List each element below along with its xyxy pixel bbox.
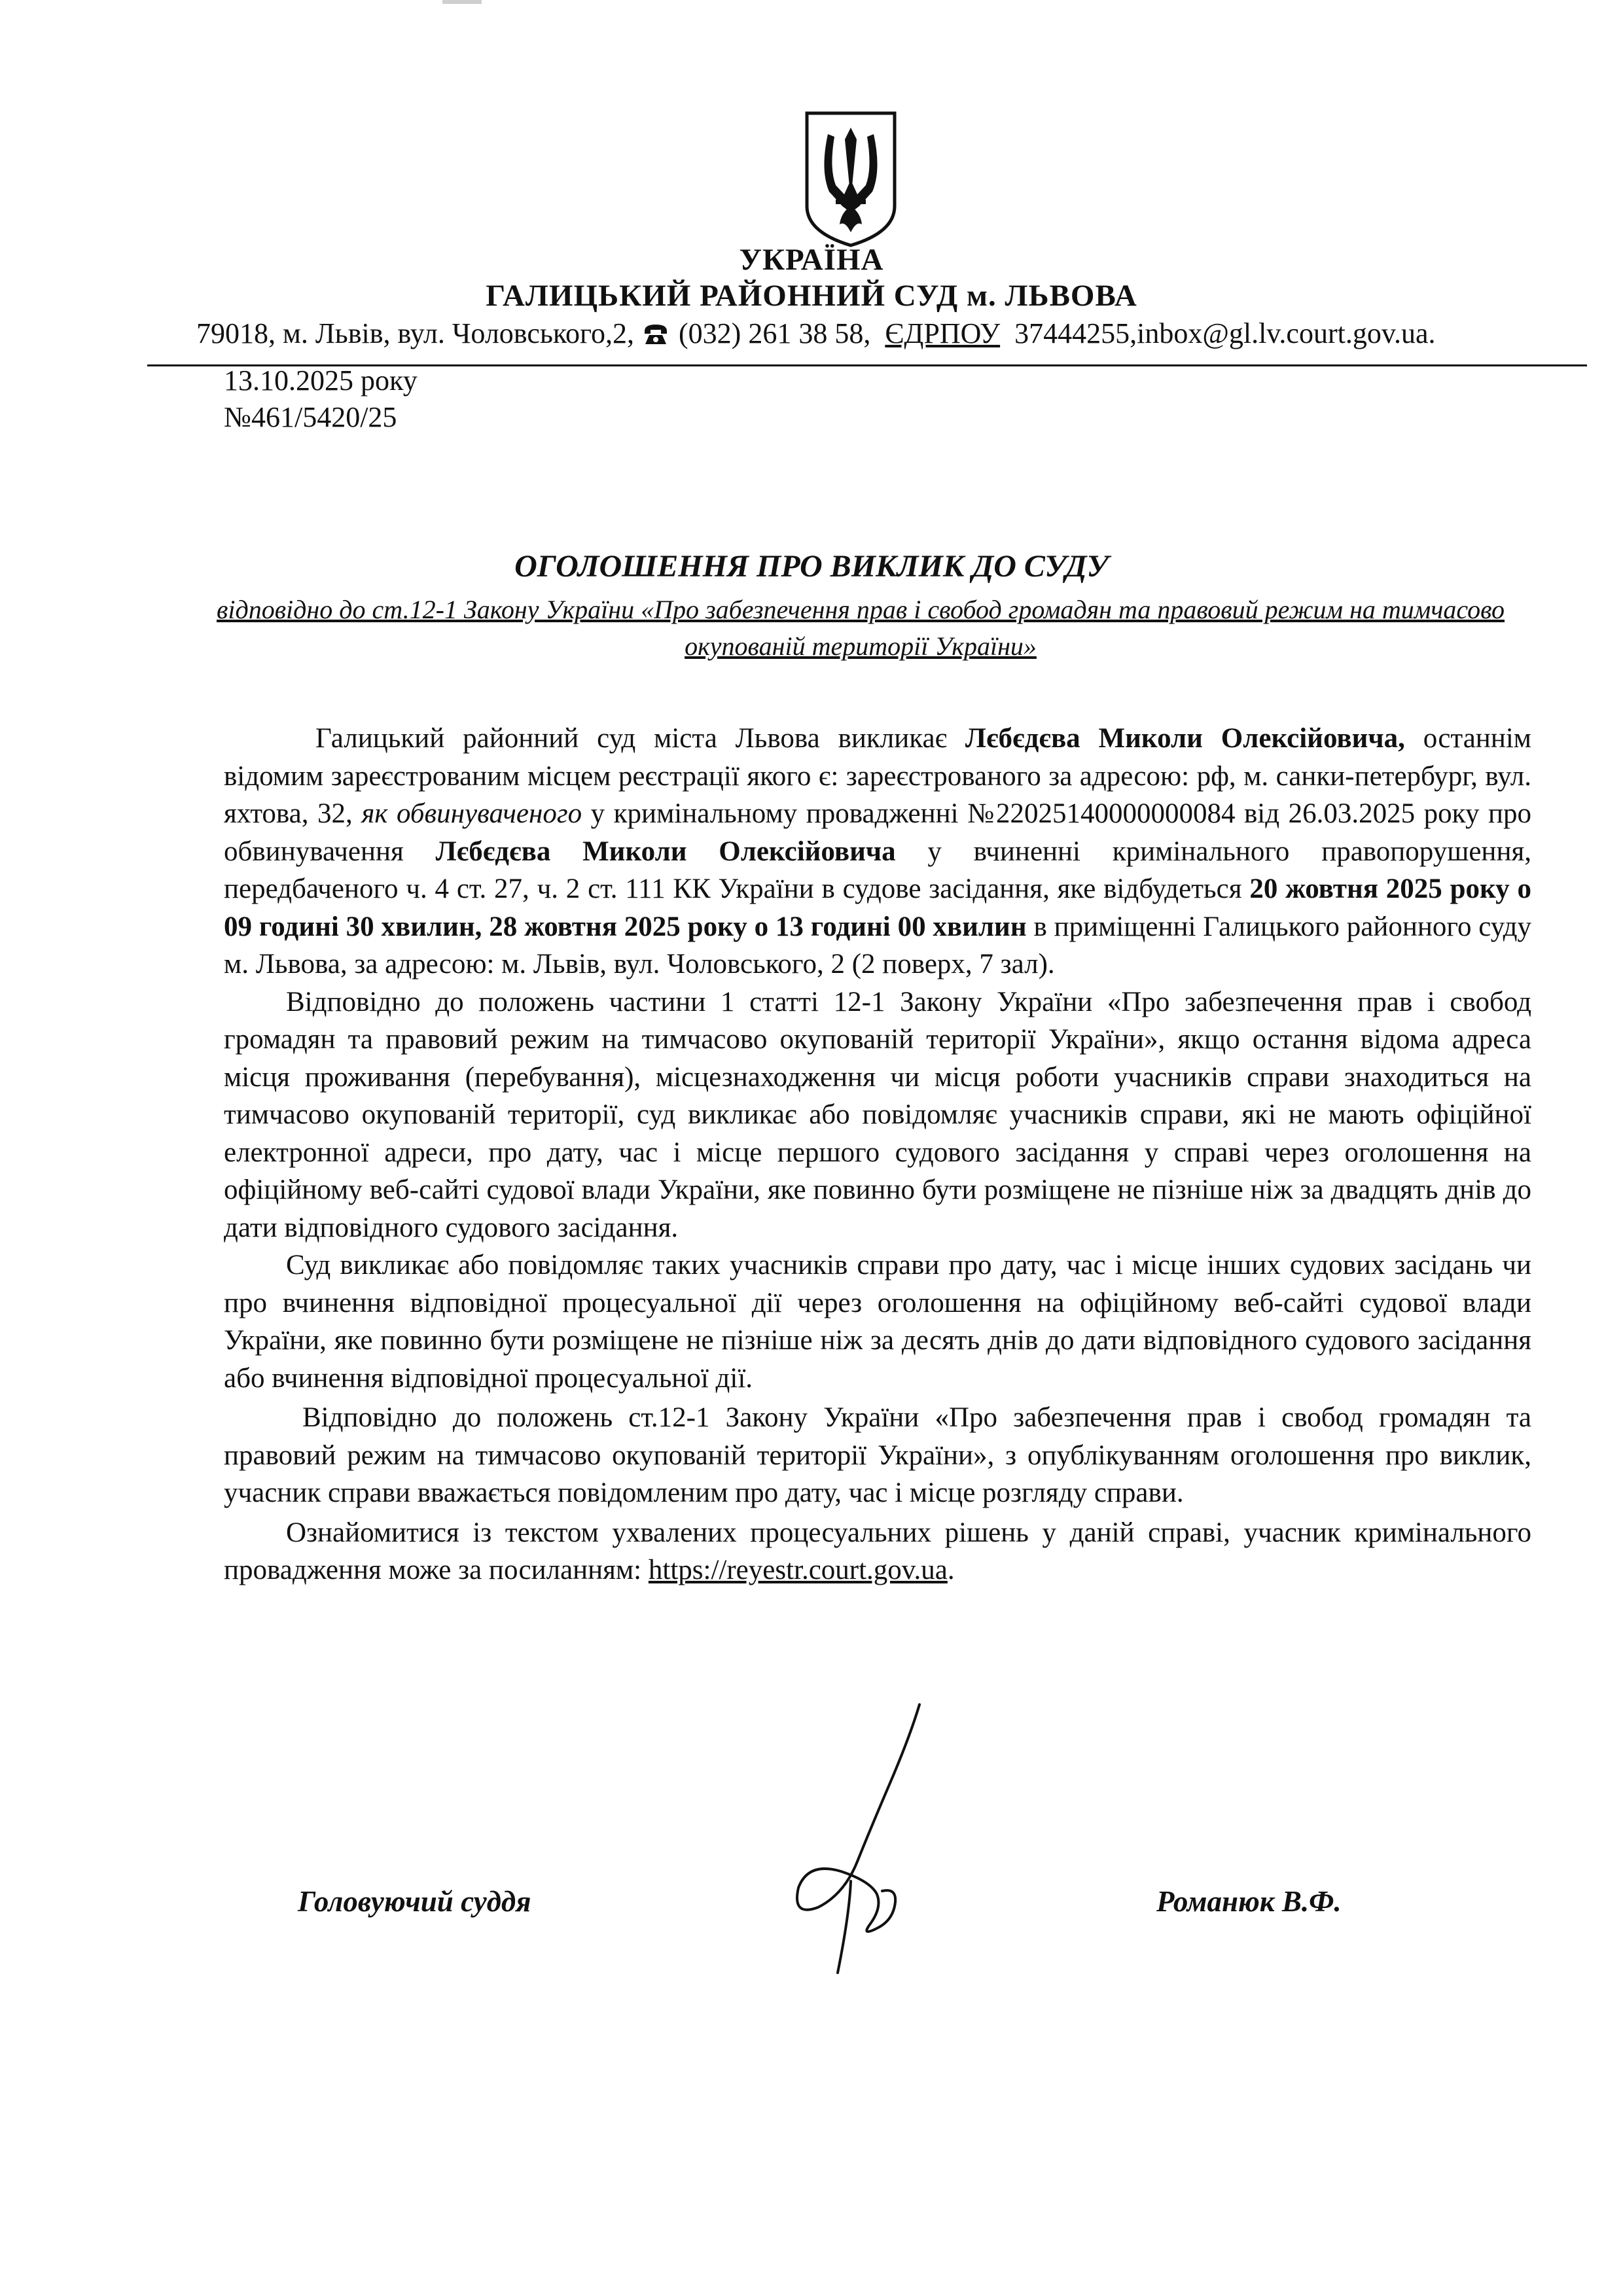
registry-link[interactable]: https://reyestr.court.gov.ua — [648, 1555, 948, 1585]
presiding-judge-label: Головуючий суддя — [298, 1885, 531, 1918]
court-address: 79018, м. Львів, вул. Чоловського,2, — [196, 317, 635, 349]
hearing-dates: 20 жовтня 2025 року о 09 годині 30 хвилин, 28 жовтня 2025 року о 13 годині 00 хвилин — [224, 874, 1531, 942]
edrpou-and-email: 37444255,inbox@gl.lv.court.gov.ua. — [1014, 317, 1436, 349]
notice-subtitle: відповідно до ст.12-1 Закону України «Про забезпечення прав і свобод громадян та правовий режим на тимчасово окупованій території України» — [216, 595, 1505, 661]
edrpou-label: ЄДРПОУ — [885, 317, 1001, 349]
trident-emblem-icon — [802, 108, 900, 249]
notice-title: ОГОЛОШЕННЯ ПРО ВИКЛИК ДО СУДУ — [514, 549, 1109, 584]
defendant-name: Лєбєдєва Миколи Олексійовича, — [965, 723, 1405, 754]
judge-name: Романюк В.Ф. — [1156, 1885, 1342, 1918]
document-date: 13.10.2025 року — [224, 364, 418, 397]
handwritten-signature — [779, 1698, 962, 1979]
scan-artifact — [442, 0, 482, 4]
paragraph-registry-link: Ознайомитися із текстом ухвалених процесуальних рішень у даній справі, учасник кримінального провадження може за посиланням: https://reyestr.court.gov.ua. — [224, 1517, 1531, 1585]
paragraph-other-hearings: Суд викликає або повідомляє таких учасників справи про дату, час і місце інших судових засідань чи про вчинення відповідної процесуальної дії через оголошення на офіційному веб-сайті судової влади України, яке повинно бути розміщене не пізніше ніж за десять днів до дати відповідного судового засідання або вчинення відповідної процесуальної дії. — [224, 1250, 1531, 1394]
court-phone: (032) 261 38 58, — [679, 317, 871, 349]
header-country: УКРАЇНА — [739, 243, 884, 277]
paragraph-publication: Відповідно до положень ст.12-1 Закону України «Про забезпечення прав і свобод громадян та правовий режим на тимчасово окупованій території України», з опублікуванням оголошення про виклик, учасник справи вважається повідомленим про дату, час і місце розгляду справи. — [224, 1402, 1531, 1508]
defendant-role: як обвинуваченого — [361, 798, 582, 829]
court-address-line — [196, 317, 1584, 350]
paragraph-summons: Галицький районний суд міста Львова викликає Лєбєдєва Миколи Олексійовича, останнім відомим зареєстрованим місцем реєстрації якого є: зареєстрованого за адресою: рф, м. санки-петербург, вул. яхтова, 32, як обвинуваченого у кримінальному провадженні №22025140000000084 від 26.03.2025 року про обвинувачення Лєбєдєва Миколи Олексійовича у вчиненні кримінального правопорушення, передбаченого ч. 4 ст. 27, ч. 2 ст. 111 КК України в судове засідання, яке відбудеться 20 жовтня 2025 року о 09 годині 30 хвилин, 28 жовтня 2025 року о 13 годині 00 хвилин в приміщенні Галицького районного суду м. Львова, за адресою: м. Львів, вул. Чоловського, 2 (2 поверх, 7 зал). — [224, 723, 1531, 980]
header-court-name: ГАЛИЦЬКИЙ РАЙОННИЙ СУД м. ЛЬВОВА — [486, 279, 1137, 313]
telephone-icon — [643, 322, 669, 347]
defendant-name-2: Лєбєдєва Миколи Олексійовича — [435, 836, 896, 867]
case-number: №461/5420/25 — [224, 401, 397, 433]
paragraph-law-part1: Відповідно до положень частини 1 статті 12-1 Закону України «Про забезпечення прав і свобод громадян та правовий режим на тимчасово окупованій території України», якщо остання відома адреса місця проживання (перебування), місцезнаходження чи місця роботи учасників справи знаходиться на тимчасово окупованій території, суд викликає або повідомляє учасників справи, які не мають офіційної електронної адреси, про дату, час і місце першого судового засідання у справі через оголошення на офіційному веб-сайті судової влади України, яке повинно бути розміщене не пізніше ніж за двадцять днів до дати відповідного судового засідання. — [224, 986, 1531, 1243]
notice-body — [224, 720, 1531, 1589]
